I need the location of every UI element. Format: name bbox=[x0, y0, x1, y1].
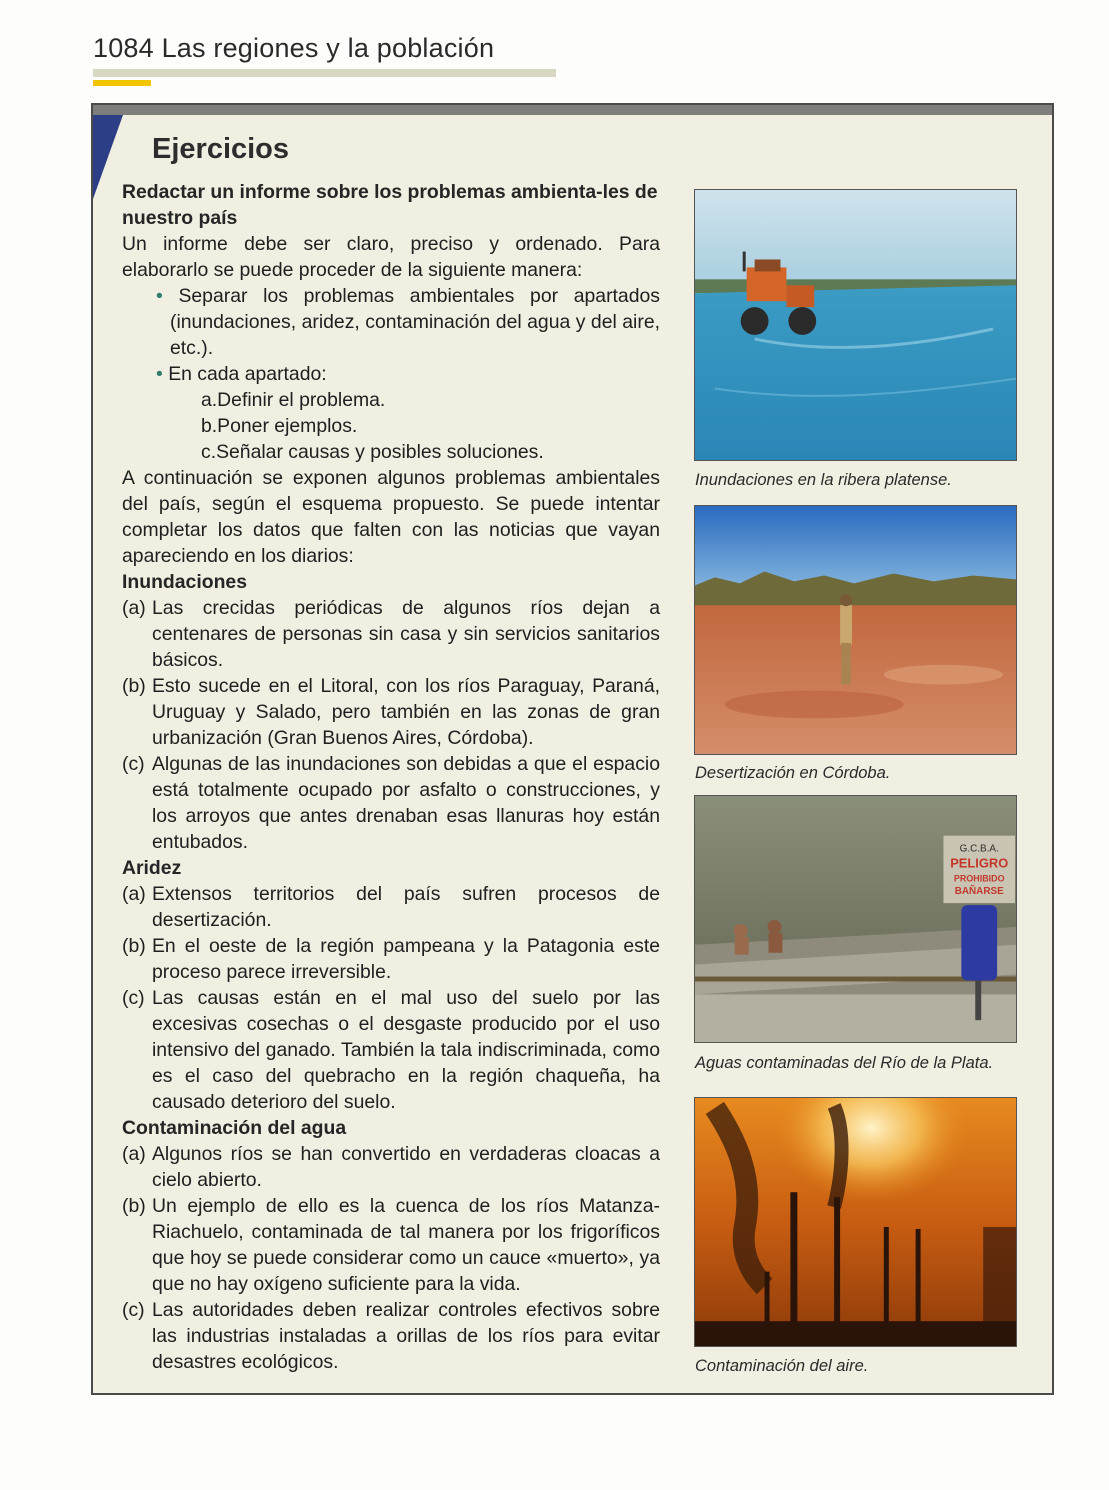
item-text: Un ejemplo de ello es la cuenca de los ríos Matanza-Riachuelo, contaminada de tal manera por los frigoríficos que hoy se puede considerar como un cauce «muerto», ya que no hay oxígeno suficiente para la vida. bbox=[152, 1195, 660, 1295]
list-item bbox=[122, 1297, 660, 1375]
header-rule bbox=[93, 69, 556, 77]
list-item bbox=[122, 933, 660, 985]
item-label: (c) bbox=[122, 753, 145, 775]
photo-caption: Aguas contaminadas del Río de la Plata. bbox=[695, 1054, 994, 1072]
exercise-text bbox=[122, 179, 660, 1375]
item-text: Las crecidas periódicas de algunos ríos dejan a centenares de personas sin casa y sin servicios sanitarios básicos. bbox=[152, 597, 660, 671]
outro-paragraph: A continuación se exponen algunos problemas ambientales del país, según el esquema propuesto. Se puede intentar completar los datos que falten con las noticias que vayan apareciendo en los diarios: bbox=[122, 467, 660, 567]
list-item bbox=[122, 1141, 660, 1193]
photo-caption: Contaminación del aire. bbox=[695, 1357, 869, 1375]
section-title: Aridez bbox=[122, 857, 182, 879]
step-item: b.Poner ejemplos. bbox=[201, 415, 358, 437]
photo-caption: Inundaciones en la ribera platense. bbox=[695, 471, 952, 489]
list-item bbox=[122, 751, 660, 855]
item-label: (b) bbox=[122, 675, 146, 697]
step-item: c.Señalar causas y posibles soluciones. bbox=[201, 441, 544, 463]
item-text: Las autoridades deben realizar controles efectivos sobre las industrias instaladas a orillas de los ríos para evitar desastres ecológicos. bbox=[152, 1299, 660, 1373]
exercise-subtitle: Redactar un informe sobre los problemas ambienta-les de nuestro país bbox=[122, 181, 658, 229]
list-item bbox=[122, 1193, 660, 1297]
intro-paragraph: Un informe debe ser claro, preciso y ordenado. Para elaborarlo se puede proceder de la siguiente manera: bbox=[122, 233, 660, 281]
section-title: Inundaciones bbox=[122, 571, 247, 593]
bullet-text: Separar los problemas ambientales por apartados (inundaciones, aridez, contaminación del agua y del aire, etc.). bbox=[170, 285, 660, 359]
step-item: a.Definir el problema. bbox=[201, 389, 386, 411]
item-label: (a) bbox=[122, 597, 146, 619]
item-text: Algunas de las inundaciones son debidas a que el espacio está totalmente ocupado por asfalto o construcciones, y los arroyos que antes drenaban esas llanuras hoy están entubados. bbox=[152, 753, 660, 853]
corner-tab-decoration bbox=[93, 115, 123, 199]
photo-caption: Desertización en Córdoba. bbox=[695, 764, 891, 782]
photo-desert bbox=[694, 505, 1017, 755]
box-title: Ejercicios bbox=[152, 133, 290, 165]
item-label: (c) bbox=[122, 1299, 145, 1321]
item-label: (b) bbox=[122, 1195, 146, 1217]
list-item bbox=[122, 985, 660, 1115]
section-contaminacion-agua bbox=[122, 1115, 660, 1375]
item-label: (a) bbox=[122, 883, 146, 905]
sign-text: G.C.B.A. bbox=[959, 843, 999, 855]
sign-text: PROHIBIDO bbox=[953, 873, 1005, 884]
header-accent-bar bbox=[93, 80, 151, 86]
section-title: Contaminación del agua bbox=[122, 1117, 347, 1139]
photo-air-pollution bbox=[694, 1097, 1017, 1347]
item-label: (c) bbox=[122, 987, 145, 1009]
item-text: En el oeste de la región pampeana y la Patagonia este proceso parece irreversible. bbox=[152, 935, 660, 983]
bullet-dot-icon: • bbox=[156, 363, 169, 385]
item-label: (b) bbox=[122, 935, 146, 957]
list-item bbox=[122, 673, 660, 751]
bullet-item bbox=[122, 283, 660, 361]
list-item bbox=[122, 881, 660, 933]
list-item bbox=[122, 595, 660, 673]
exercises-box bbox=[91, 103, 1054, 1395]
item-text: Algunos ríos se han convertido en verdaderas cloacas a cielo abierto. bbox=[152, 1143, 660, 1191]
sign-text: BAÑARSE bbox=[954, 886, 1004, 898]
item-text: Las causas están en el mal uso del suelo por las excesivas cosechas o el desgaste producido por el uso intensivo del ganado. También la tala indiscriminada, como es el caso del quebracho en la región chaqueña, ha causado deterioro del suelo. bbox=[152, 987, 660, 1113]
page-title: 1084 Las regiones y la población bbox=[93, 33, 495, 63]
section-aridez bbox=[122, 855, 660, 1115]
step-list bbox=[122, 387, 660, 465]
item-text: Esto sucede en el Litoral, con los ríos Paraguay, Paraná, Uruguay y Salado, pero también en las zonas de gran urbanización (Gran Buenos Aires, Córdoba). bbox=[152, 675, 660, 749]
bullet-text: En cada apartado: bbox=[168, 363, 327, 385]
bullet-item bbox=[122, 361, 660, 387]
box-top-bar bbox=[93, 105, 1052, 115]
photo-flood bbox=[694, 189, 1017, 461]
sign-text: PELIGRO bbox=[950, 855, 1009, 871]
bullet-dot-icon: • bbox=[156, 285, 179, 307]
item-text: Extensos territorios del país sufren procesos de desertización. bbox=[152, 883, 660, 931]
item-label: (a) bbox=[122, 1143, 146, 1165]
section-inundaciones bbox=[122, 569, 660, 855]
photo-polluted-water bbox=[694, 795, 1017, 1043]
